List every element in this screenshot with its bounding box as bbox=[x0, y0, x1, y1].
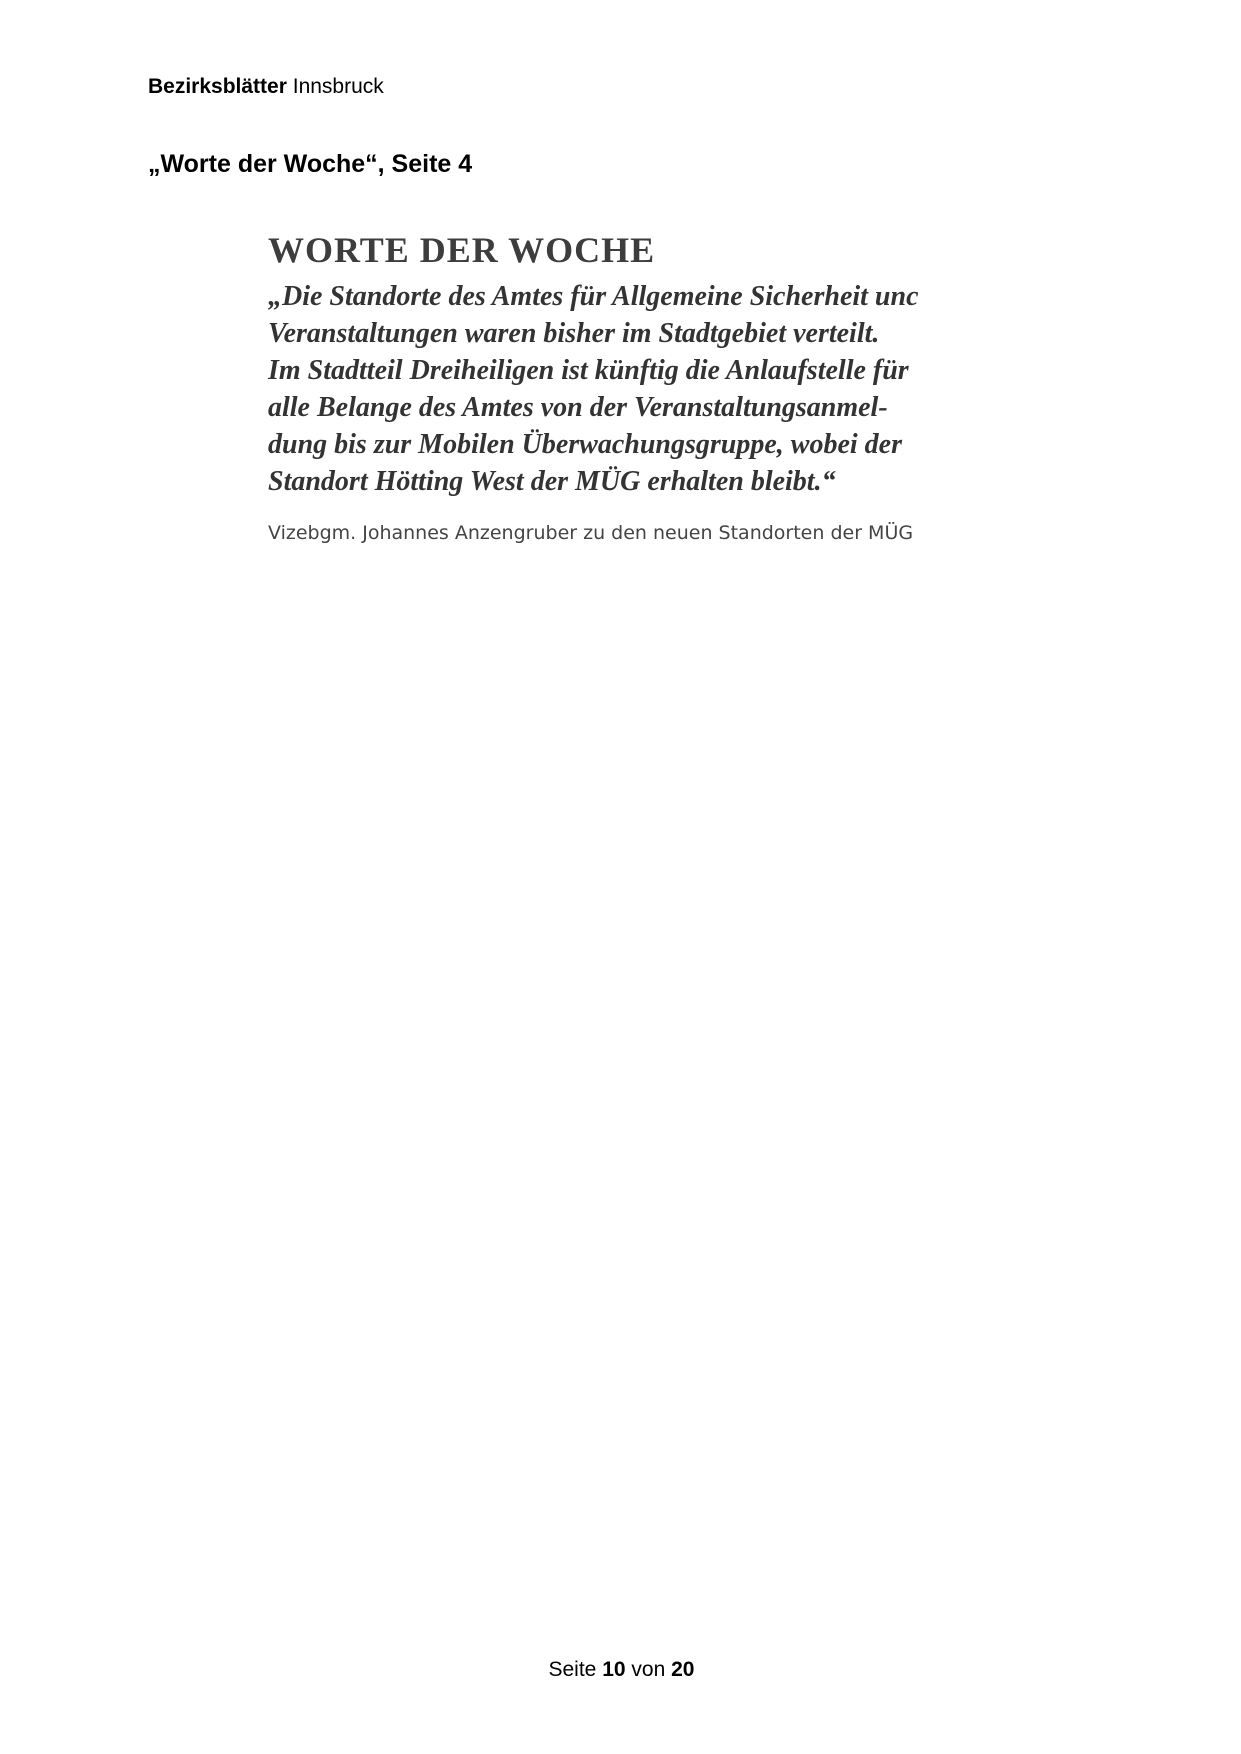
quote-line: Im Stadtteil Dreiheiligen ist künftig die Anlaufstelle für bbox=[268, 355, 909, 386]
quote-line: Veranstaltungen waren bisher im Stadtgebiet verteilt. bbox=[268, 318, 880, 349]
quote-line: dung bis zur Mobilen Überwachungsgruppe, wobei der bbox=[268, 429, 903, 460]
of-label: von bbox=[631, 1658, 666, 1681]
page-footer bbox=[0, 1657, 1241, 1683]
quote-line: alle Belange des Amtes von der Veranstaltungsanmel- bbox=[268, 392, 888, 423]
publication-header bbox=[148, 74, 384, 100]
newspaper-clipping bbox=[262, 226, 984, 556]
clipping-caption: Vizebgm. Johannes Anzengruber zu den neuen Standorten der MÜG bbox=[268, 522, 914, 544]
page-label: Seite bbox=[548, 1658, 597, 1681]
clipping-quote bbox=[268, 278, 984, 500]
page-current: 10 bbox=[602, 1658, 626, 1681]
quote-line: „Die Standorte des Amtes für Allgemeine Sicherheit unc bbox=[268, 281, 919, 312]
clipping-heading: WORTE DER WOCHE bbox=[268, 230, 656, 270]
page-total: 20 bbox=[671, 1658, 695, 1681]
quote-line: Standort Hötting West der MÜG erhalten bleibt.“ bbox=[268, 466, 836, 497]
publication-name: Bezirksblätter bbox=[148, 75, 287, 98]
section-title: „Worte der Woche“, Seite 4 bbox=[148, 150, 473, 178]
publication-region: Innsbruck bbox=[292, 75, 384, 98]
